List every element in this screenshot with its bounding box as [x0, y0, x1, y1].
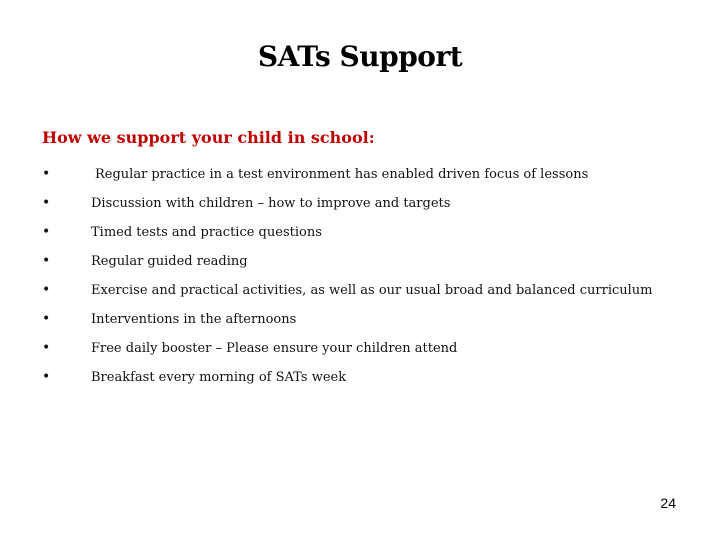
bullet-text: Interventions in the afternoons: [91, 312, 297, 327]
bullet-icon: •: [42, 369, 51, 385]
bullet-icon: •: [42, 195, 51, 211]
bullet-text: Regular guided reading: [91, 254, 248, 269]
bullet-icon: •: [42, 253, 51, 269]
bullet-text: Free daily booster – Please ensure your children attend: [91, 341, 458, 356]
bullet-icon: •: [42, 224, 51, 240]
slide-subtitle: How we support your child in school:: [42, 128, 375, 147]
bullet-icon: •: [42, 340, 51, 356]
bullet-text: Breakfast every morning of SATs week: [91, 370, 347, 385]
bullet-icon: •: [42, 282, 51, 298]
bullet-icon: •: [42, 166, 51, 182]
bullet-text: Timed tests and practice questions: [91, 225, 322, 240]
bullet-text: Regular practice in a test environment has enabled driven focus of lessons: [95, 167, 589, 182]
page-number: 24: [660, 495, 676, 511]
bullet-text: Discussion with children – how to improve and targets: [91, 196, 451, 211]
slide-title: SATs Support: [257, 40, 463, 73]
bullet-icon: •: [42, 311, 51, 327]
bullet-text: Exercise and practical activities, as well as our usual broad and balanced curriculum: [91, 283, 653, 298]
